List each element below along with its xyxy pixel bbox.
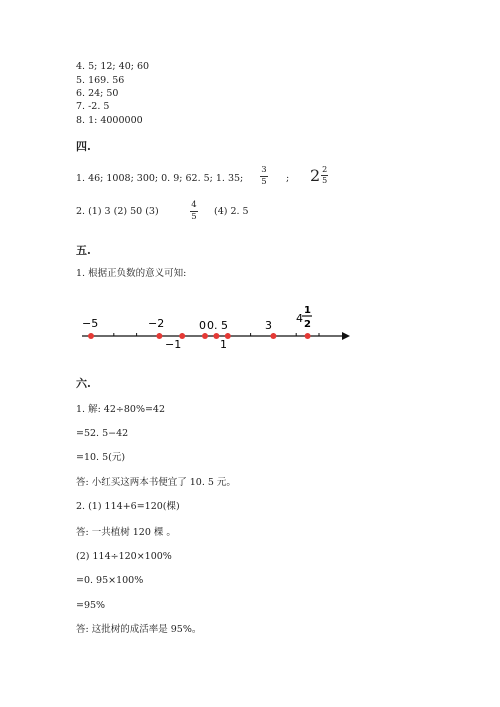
answer-line-7: 7. -2. 5 (76, 101, 110, 112)
label-minus-1: −1 (165, 338, 182, 351)
fraction-numerator: 1 (304, 305, 311, 316)
mixed-whole: 4 (296, 312, 303, 325)
fraction-denominator: 5 (261, 177, 267, 187)
section6-line-10: 答: 这批树的成活率是 95%。 (76, 624, 202, 635)
answer-line-5: 5. 169. 56 (76, 75, 125, 86)
section4-q1-text: 1. 46; 1008; 300; 0. 9; 62. 5; 1. 35; (76, 173, 244, 184)
fraction-denominator: 5 (191, 212, 197, 222)
answer-line-4: 4. 5; 12; 40; 60 (76, 61, 150, 72)
section6-line-9: =95% (76, 600, 106, 611)
separator: ; (286, 173, 290, 184)
number-line-point (305, 333, 311, 339)
section5-q1-text: 1. 根据正负数的意义可知: (76, 268, 187, 279)
number-line-point (202, 333, 208, 339)
label-zero: 0 (199, 319, 206, 332)
section6-line-4: 答: 小红买这两本书便宜了 10. 5 元。 (76, 477, 236, 488)
fraction-numerator: 3 (261, 165, 267, 175)
fraction-four-fifths (190, 201, 198, 222)
section6-line-7: (2) 114÷120×100% (76, 551, 172, 562)
section-heading-5: 五. (76, 244, 91, 257)
number-line-point (270, 333, 276, 339)
label-one: 1 (220, 338, 227, 351)
answer-line-8: 8. 1: 4000000 (76, 115, 143, 126)
number-line-point (88, 333, 94, 339)
fraction-denominator: 5 (322, 176, 328, 185)
section6-line-1: 1. 解: 42÷80%=42 (76, 404, 166, 415)
label-zero-point-five: 0. 5 (207, 319, 228, 332)
label-three: 3 (265, 319, 272, 332)
number-line-arrow (342, 332, 350, 340)
mixed-whole: 2 (310, 166, 321, 185)
fraction-denominator: 2 (304, 319, 311, 330)
number-line (0, 300, 500, 360)
fraction-numerator: 4 (191, 200, 197, 210)
section6-line-6: 答: 一共植树 120 棵 。 (76, 527, 176, 538)
label-minus-2: −2 (148, 317, 165, 330)
fraction-three-fifths (260, 166, 268, 187)
section4-q2-tail: (4) 2. 5 (214, 206, 249, 217)
fraction-numerator: 2 (322, 165, 328, 174)
section6-line-8: =0. 95×100% (76, 575, 144, 586)
section6-line-5: 2. (1) 114+6=120(棵) (76, 501, 180, 512)
label-minus-5: −5 (82, 317, 99, 330)
section6-line-2: =52. 5−42 (76, 428, 129, 439)
section4-q2-text: 2. (1) 3 (2) 50 (3) (76, 206, 159, 217)
number-line-point (156, 333, 162, 339)
mixed-fraction (321, 166, 328, 185)
section-heading-6: 六. (76, 377, 91, 390)
mixed-number-two-and-two-fifths (310, 166, 328, 185)
number-line-point (213, 333, 219, 339)
section-heading-4: 四. (76, 140, 91, 153)
answer-line-6: 6. 24; 50 (76, 88, 119, 99)
section6-line-3: =10. 5(元) (76, 452, 126, 463)
label-four-and-a-half (296, 305, 312, 330)
